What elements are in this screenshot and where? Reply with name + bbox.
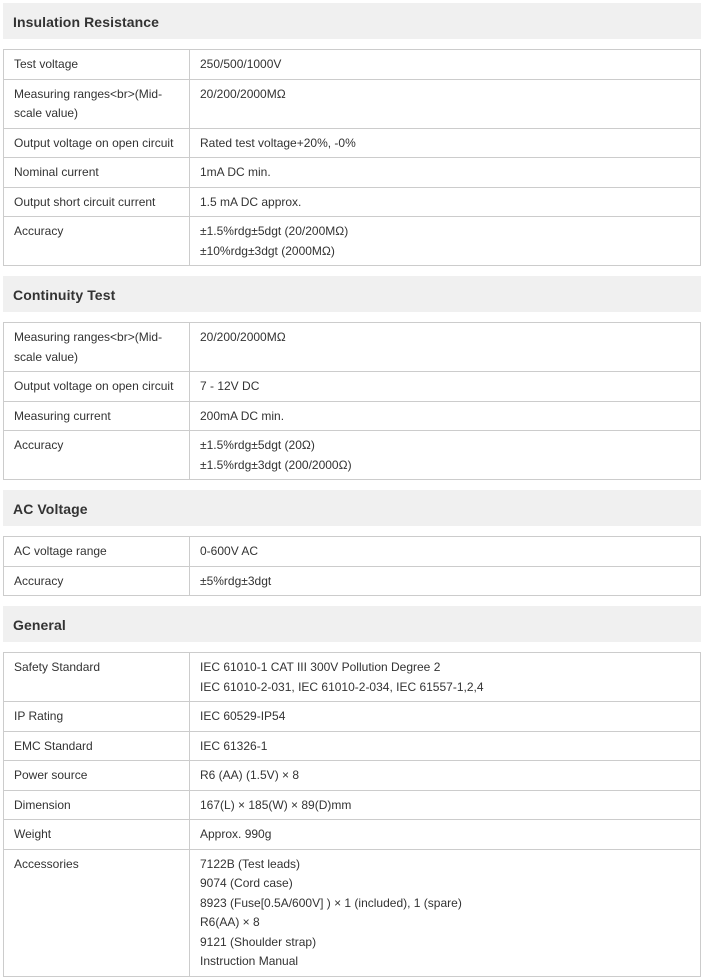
section-title-continuity-test: Continuity Test <box>3 276 701 312</box>
table-row <box>4 217 701 266</box>
spec-value <box>190 401 701 431</box>
spec-label: Safety Standard <box>4 653 190 702</box>
table-row <box>4 702 701 732</box>
table-row <box>4 761 701 791</box>
spec-value <box>190 731 701 761</box>
spec-value <box>190 790 701 820</box>
spec-value-line: 7 - 12V DC <box>200 379 260 393</box>
spec-value-line: ±1.5%rdg±5dgt (20/200MΩ) <box>200 224 349 238</box>
section-title-ac-voltage: AC Voltage <box>3 490 701 526</box>
spec-value <box>190 158 701 188</box>
spec-value-line: Approx. 990g <box>200 827 272 841</box>
spec-value-line: 1.5 mA DC approx. <box>200 194 302 209</box>
spec-value-line: IEC 61010-1 CAT III 300V Pollution Degree 2 <box>200 660 441 674</box>
spec-value <box>190 761 701 791</box>
spec-value-line: 250/500/1000V <box>200 57 282 71</box>
spec-label: IP Rating <box>4 702 190 732</box>
table-row <box>4 566 701 596</box>
spec-value-line: ±1.5%rdg±3dgt (200/2000Ω) <box>200 457 352 472</box>
table-row <box>4 158 701 188</box>
spec-label: Accessories <box>4 849 190 976</box>
spec-value <box>190 323 701 372</box>
spec-value-line: 1mA DC min. <box>200 165 271 179</box>
spec-value-line: 9074 (Cord case) <box>200 876 293 890</box>
table-row <box>4 653 701 702</box>
table-row <box>4 731 701 761</box>
spec-sheet <box>3 3 701 977</box>
table-row <box>4 187 701 217</box>
section-title-general: General <box>3 606 701 642</box>
spec-value <box>190 653 701 702</box>
spec-value-line: IEC 61010-2-031, IEC 61010-2-034, IEC 61557-1,2,4 <box>200 679 484 694</box>
spec-value <box>190 372 701 402</box>
general-table <box>3 652 701 977</box>
spec-value <box>190 217 701 266</box>
spec-value-line: IEC 61326-1 <box>200 738 268 753</box>
insulation-resistance-table <box>3 49 701 266</box>
spec-value <box>190 849 701 976</box>
spec-value-line: 167(L) × 185(W) × 89(D)mm <box>200 797 352 812</box>
section-title-insulation-resistance: Insulation Resistance <box>3 3 701 39</box>
spec-label: Power source <box>4 761 190 791</box>
table-row <box>4 372 701 402</box>
table-row <box>4 79 701 128</box>
spec-value-line: Rated test voltage+20%, -0% <box>200 135 356 150</box>
spec-value <box>190 702 701 732</box>
spec-value-line: 8923 (Fuse[0.5A/600V] ) × 1 (included), 1 (spare) <box>200 895 462 910</box>
table-row <box>4 401 701 431</box>
spec-value <box>190 79 701 128</box>
spec-label: EMC Standard <box>4 731 190 761</box>
spec-label: AC voltage range <box>4 537 190 567</box>
spec-value-line: 20/200/2000MΩ <box>200 330 286 344</box>
spec-label: Measuring current <box>4 401 190 431</box>
spec-label: Test voltage <box>4 50 190 80</box>
table-row <box>4 323 701 372</box>
spec-value-line: ±1.5%rdg±5dgt (20Ω) <box>200 438 315 452</box>
spec-label: Weight <box>4 820 190 850</box>
spec-label: Output voltage on open circuit <box>4 372 190 402</box>
spec-label: Output voltage on open circuit <box>4 128 190 158</box>
spec-label: Measuring ranges<br>(Mid-scale value) <box>4 323 190 372</box>
table-row <box>4 820 701 850</box>
spec-label: Accuracy <box>4 217 190 266</box>
spec-value-line: 9121 (Shoulder strap) <box>200 934 317 949</box>
spec-value-line: 0-600V AC <box>200 544 259 558</box>
spec-value <box>190 187 701 217</box>
table-row <box>4 431 701 480</box>
table-row <box>4 50 701 80</box>
spec-value-line: ±5%rdg±3dgt <box>200 573 272 588</box>
spec-value <box>190 820 701 850</box>
spec-value <box>190 50 701 80</box>
spec-value-line: ±10%rdg±3dgt (2000MΩ) <box>200 243 335 258</box>
spec-value <box>190 537 701 567</box>
spec-label: Accuracy <box>4 431 190 480</box>
spec-value-line: IEC 60529-IP54 <box>200 709 286 723</box>
spec-value <box>190 566 701 596</box>
spec-label: Dimension <box>4 790 190 820</box>
spec-label: Nominal current <box>4 158 190 188</box>
spec-value-line: 7122B (Test leads) <box>200 856 301 871</box>
spec-value <box>190 431 701 480</box>
continuity-test-table <box>3 322 701 480</box>
table-row <box>4 790 701 820</box>
spec-value-line: 200mA DC min. <box>200 408 285 423</box>
spec-value-line: Instruction Manual <box>200 954 299 968</box>
table-row <box>4 849 701 976</box>
spec-label: Measuring ranges<br>(Mid-scale value) <box>4 79 190 128</box>
spec-value <box>190 128 701 158</box>
spec-value-line: R6 (AA) (1.5V) × 8 <box>200 768 300 782</box>
spec-label: Output short circuit current <box>4 187 190 217</box>
spec-label: Accuracy <box>4 566 190 596</box>
table-row <box>4 537 701 567</box>
ac-voltage-table <box>3 536 701 596</box>
spec-value-line: 20/200/2000MΩ <box>200 86 286 101</box>
table-row <box>4 128 701 158</box>
spec-value-line: R6(AA) × 8 <box>200 915 260 929</box>
